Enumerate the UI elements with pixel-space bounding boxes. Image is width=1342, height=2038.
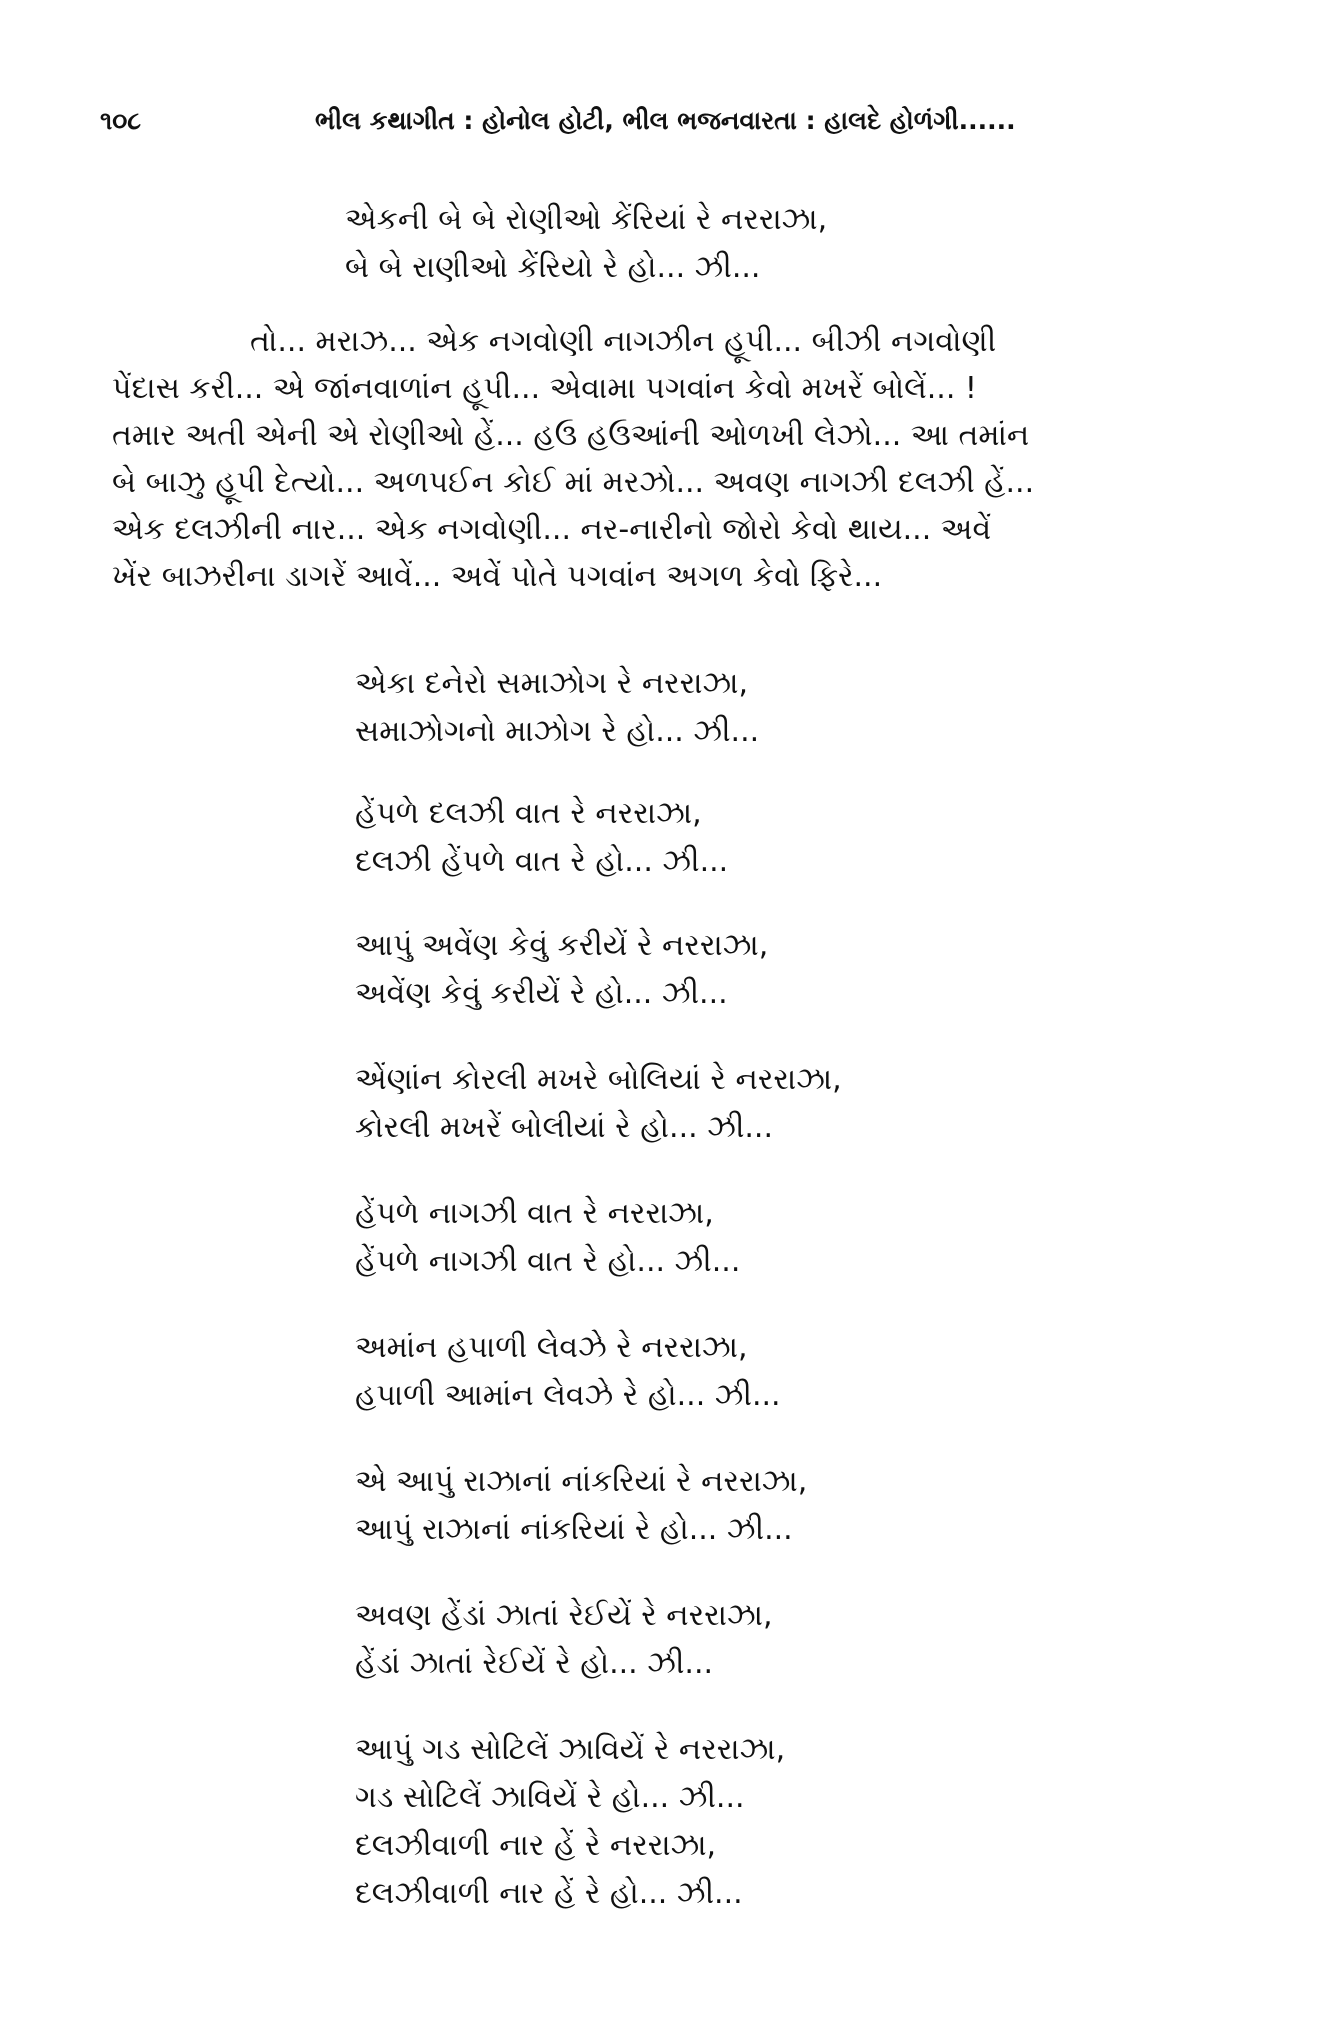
verse-line: અવણ હેંડાં ઝાતાં રેઈયેં રે નરરાઝા,	[355, 1598, 773, 1633]
verse-line: અમાંન હપાળી લેવઝે રે નરરાઝા,	[355, 1330, 748, 1365]
verse-line: ગડ સોટિલેં ઝાવિયેં રે હો... ઝી...	[355, 1780, 745, 1815]
verse-line: આપું રાઝાનાં નાંકરિયાં રે હો... ઝી...	[355, 1512, 793, 1547]
verse-stanza-4	[355, 1056, 842, 1152]
verse-stanza-3	[355, 922, 768, 1018]
prose-line: એક દલઝીની નાર... એક નગવોણી... નર-નારીનો જોરો કેવો થાય... અવેં	[112, 512, 992, 547]
verse-line: બે બે રાણીઓ કેંરિયો રે હો... ઝી...	[345, 250, 761, 285]
verse-line: હેંપળે નાગઝી વાત રે નરરાઝા,	[355, 1196, 714, 1231]
verse-stanza-1	[355, 660, 759, 756]
verse-stanza-8	[355, 1592, 773, 1688]
verse-line: એકની બે બે રોણીઓ કેંરિયાં રે નરરાઝા,	[345, 202, 828, 237]
verse-stanza-5	[355, 1190, 740, 1286]
verse-line: દલઝી હેંપળે વાત રે હો... ઝી...	[355, 844, 729, 879]
verse-stanza-9	[355, 1726, 785, 1918]
verse-line: હપાળી આમાંન લેવઝે રે હો... ઝી...	[355, 1378, 781, 1413]
verse-line: આપું અવેંણ કેવું કરીયેં રે નરરાઝા,	[355, 928, 769, 963]
prose-line: બે બાઝુ હૂપી દેત્યો... અળપઈન કોઈ માં મરઝો... અવણ નાગઝી દલઝી હેં...	[112, 465, 1035, 500]
prose-line: ખેંર બાઝરીના ડાગરેં આવેં... અવેં પોતે પગવાંન અગળ કેવો ફિરે...	[112, 559, 883, 594]
verse-line: દલઝીવાળી નાર હેં રે નરરાઝા,	[355, 1828, 717, 1863]
verse-line: સમાઝોગનો માઝોગ રે હો... ઝી...	[355, 714, 760, 749]
verse-line: કોરલી મખરેં બોલીયાં રે હો... ઝી...	[355, 1110, 774, 1145]
verse-line: દલઝીવાળી નાર હેં રે હો... ઝી...	[355, 1876, 743, 1911]
verse-line: હેંપળે દલઝી વાત રે નરરાઝા,	[355, 796, 702, 831]
verse-stanza-6	[355, 1324, 781, 1420]
opening-verse	[345, 196, 827, 292]
verse-stanza-7	[355, 1458, 807, 1554]
verse-line: હેંડાં ઝાતાં રેઈયેં રે હો... ઝી...	[355, 1646, 714, 1681]
prose-line: તમાર અતી એની એ રોણીઓ હેં... હઉ હઉઆંની ઓળખી લેઝો... આ તમાંન	[112, 418, 1030, 453]
page-number: ૧૦૮	[100, 106, 142, 135]
verse-stanza-2	[355, 790, 728, 886]
verse-line: એકા દનેરો સમાઝોગ રે નરરાઝા,	[355, 666, 749, 701]
verse-line: આપું ગડ સોટિલેં ઝાવિયેં રે નરરાઝા,	[355, 1732, 786, 1767]
verse-line: એ આપું રાઝાનાં નાંકરિયાં રે નરરાઝા,	[355, 1464, 808, 1499]
prose-line: તો... મરાઝ... એક નગવોણી નાગઝીન હૂપી... બીઝી નગવોણી	[250, 324, 997, 359]
verse-line: હેંપળે નાગઝી વાત રે હો... ઝી...	[355, 1244, 741, 1279]
verse-line: એંણાંન કોરલી મખરે બોલિયાં રે નરરાઝા,	[355, 1062, 842, 1097]
prose-paragraph	[112, 318, 1260, 600]
running-header	[100, 106, 1260, 154]
verse-line: અવેંણ કેવું કરીયેં રે હો... ઝી...	[355, 976, 728, 1011]
prose-line: પેંદાસ કરી... એ જાંનવાળાંન હૂપી... એવામા પગવાંન કેવો મખરેં બોલેં... !	[112, 371, 977, 406]
running-header-title: ભીલ કથાગીત : હોનોલ હોટી, ભીલ ભજનવારતા : હાલદે હોળંગી......	[315, 106, 1016, 135]
